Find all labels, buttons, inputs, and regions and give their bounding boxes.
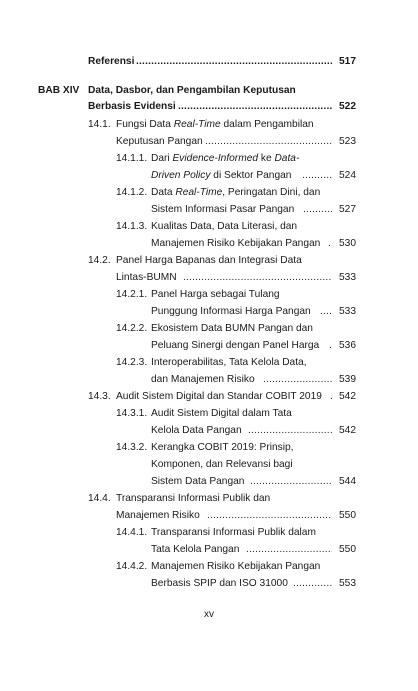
toc-leader-dots: [293, 577, 332, 590]
subsection-number: 14.1.2.: [116, 187, 148, 198]
section-number: 14.2.: [88, 255, 111, 266]
title-emphasis: Real-Time: [175, 187, 223, 198]
chapter-title-line1[interactable]: Data, Dasbor, dan Pengambilan Keputusan: [88, 85, 296, 96]
subsection-14-2-2-title[interactable]: Ekosistem Data BUMN Pangan dan: [151, 323, 313, 334]
section-14-1-title-line2[interactable]: Keputusan Pangan: [116, 136, 203, 147]
subsection-14-1-3-page[interactable]: 530: [339, 238, 356, 249]
subsection-number: 14.2.2.: [116, 323, 148, 334]
subsection-14-1-3-title-line2[interactable]: Manajemen Risiko Kebijakan Pangan: [151, 238, 321, 249]
title-part: , Peringatan Dini, dan: [222, 187, 321, 198]
subsection-14-4-1-title-line2[interactable]: Tata Kelola Pangan: [151, 544, 240, 555]
section-14-3-page[interactable]: 542: [339, 391, 356, 402]
title-part: Dari: [151, 153, 173, 164]
toc-leader-dots: [207, 509, 332, 522]
toc-leader-dots: [329, 339, 332, 352]
subsection-14-2-3-title-line2[interactable]: dan Manajemen Risiko: [151, 374, 255, 385]
toc-referensi-page[interactable]: 517: [339, 56, 356, 67]
section-number: 14.1.: [88, 119, 111, 130]
subsection-14-3-1-title[interactable]: Audit Sistem Digital dalam Tata: [151, 408, 292, 419]
toc-leader-dots: [328, 237, 332, 250]
subsection-14-3-2-title-line2[interactable]: Komponen, dan Relevansi bagi: [151, 459, 293, 470]
toc-leader-dots: [250, 475, 332, 488]
section-14-1-page[interactable]: 523: [339, 136, 356, 147]
title-emphasis: Data-: [274, 153, 300, 164]
subsection-14-3-1-page[interactable]: 542: [339, 425, 356, 436]
toc-leader-dots: [246, 543, 332, 556]
title-emphasis: Real-Time: [173, 119, 221, 130]
toc-leader-dots: [136, 55, 332, 68]
toc-leader-dots: [330, 390, 333, 403]
subsection-14-3-1-title-line2[interactable]: Kelola Data Pangan: [151, 425, 242, 436]
title-emphasis: Evidence-Informed: [172, 153, 259, 164]
toc-leader-dots: [178, 100, 332, 113]
subsection-number: 14.2.3.: [116, 357, 148, 368]
subsection-14-2-3-page[interactable]: 539: [339, 374, 356, 385]
subsection-number: 14.1.3.: [116, 221, 148, 232]
title-part: Data: [151, 187, 176, 198]
subsection-number: 14.4.1.: [116, 527, 148, 538]
subsection-number: 14.2.1.: [116, 289, 148, 300]
section-number: 14.4.: [88, 493, 111, 504]
subsection-14-1-1-title-line2[interactable]: [151, 169, 291, 182]
subsection-14-4-2-title-line2[interactable]: Berbasis SPIP dan ISO 31000: [151, 578, 288, 589]
subsection-number: 14.1.1.: [116, 153, 148, 164]
section-14-4-page[interactable]: 550: [339, 510, 356, 521]
page-number-footer: xv: [204, 609, 214, 620]
subsection-14-2-1-title[interactable]: Panel Harga sebagai Tulang: [151, 289, 280, 300]
section-14-2-title-line2[interactable]: Lintas-BUMN: [116, 272, 177, 283]
section-number: 14.3.: [88, 391, 111, 402]
subsection-14-2-2-page[interactable]: 536: [339, 340, 356, 351]
title-part: di Sektor Pangan: [210, 170, 292, 181]
subsection-14-3-2-page[interactable]: 544: [339, 476, 356, 487]
title-part: Fungsi Data: [116, 119, 174, 130]
subsection-14-1-1-title[interactable]: [151, 152, 299, 165]
subsection-14-1-2-title[interactable]: [151, 186, 320, 199]
title-part: ke: [258, 153, 275, 164]
subsection-14-4-1-page[interactable]: 550: [339, 544, 356, 555]
toc-leader-dots: [320, 305, 332, 318]
toc-leader-dots: [205, 135, 332, 148]
title-part: dalam Pengambilan: [220, 119, 314, 130]
subsection-14-4-2-title[interactable]: Manajemen Risiko Kebijakan Pangan: [151, 561, 321, 572]
chapter-number: BAB XIV: [38, 85, 80, 96]
subsection-14-2-1-page[interactable]: 533: [339, 306, 356, 317]
subsection-14-1-3-title[interactable]: Kualitas Data, Data Literasi, dan: [151, 221, 298, 232]
title-emphasis: Driven Policy: [151, 170, 211, 181]
subsection-number: 14.4.2.: [116, 561, 148, 572]
toc-leader-dots: [263, 373, 332, 386]
subsection-14-2-3-title[interactable]: Interoperabilitas, Tata Kelola Data,: [151, 357, 307, 368]
chapter-page[interactable]: 522: [339, 101, 356, 112]
section-14-2-title[interactable]: Panel Harga Bapanas dan Integrasi Data: [116, 255, 302, 266]
subsection-14-1-2-title-line2[interactable]: Sistem Informasi Pasar Pangan: [151, 204, 295, 215]
toc-leader-dots: [302, 169, 332, 182]
subsection-14-4-1-title[interactable]: Transparansi Informasi Publik dalam: [151, 527, 316, 538]
subsection-number: 14.3.1.: [116, 408, 148, 419]
subsection-14-1-1-page[interactable]: 524: [339, 170, 356, 181]
section-14-4-title[interactable]: Transparansi Informasi Publik dan: [116, 493, 271, 504]
subsection-14-3-2-title-line3[interactable]: Sistem Data Pangan: [151, 476, 245, 487]
chapter-title-line2[interactable]: Berbasis Evidensi: [88, 101, 176, 112]
toc-leader-dots: [183, 271, 332, 284]
subsection-14-2-1-title-line2[interactable]: Punggung Informasi Harga Pangan: [151, 306, 311, 317]
section-14-3-title[interactable]: Audit Sistem Digital dan Standar COBIT 2019: [116, 391, 322, 402]
section-14-2-page[interactable]: 533: [339, 272, 356, 283]
toc-leader-dots: [248, 424, 332, 437]
subsection-number: 14.3.2.: [116, 442, 148, 453]
toc-leader-dots: [303, 203, 332, 216]
subsection-14-2-2-title-line2[interactable]: Peluang Sinergi dengan Panel Harga: [151, 340, 320, 351]
subsection-14-4-2-page[interactable]: 553: [339, 578, 356, 589]
toc-referensi-label[interactable]: Referensi: [88, 56, 135, 67]
subsection-14-3-2-title[interactable]: Kerangka COBIT 2019: Prinsip,: [151, 442, 294, 453]
subsection-14-1-2-page[interactable]: 527: [339, 204, 356, 215]
section-14-1-title[interactable]: [116, 118, 314, 131]
section-14-4-title-line2[interactable]: Manajemen Risiko: [116, 510, 200, 521]
